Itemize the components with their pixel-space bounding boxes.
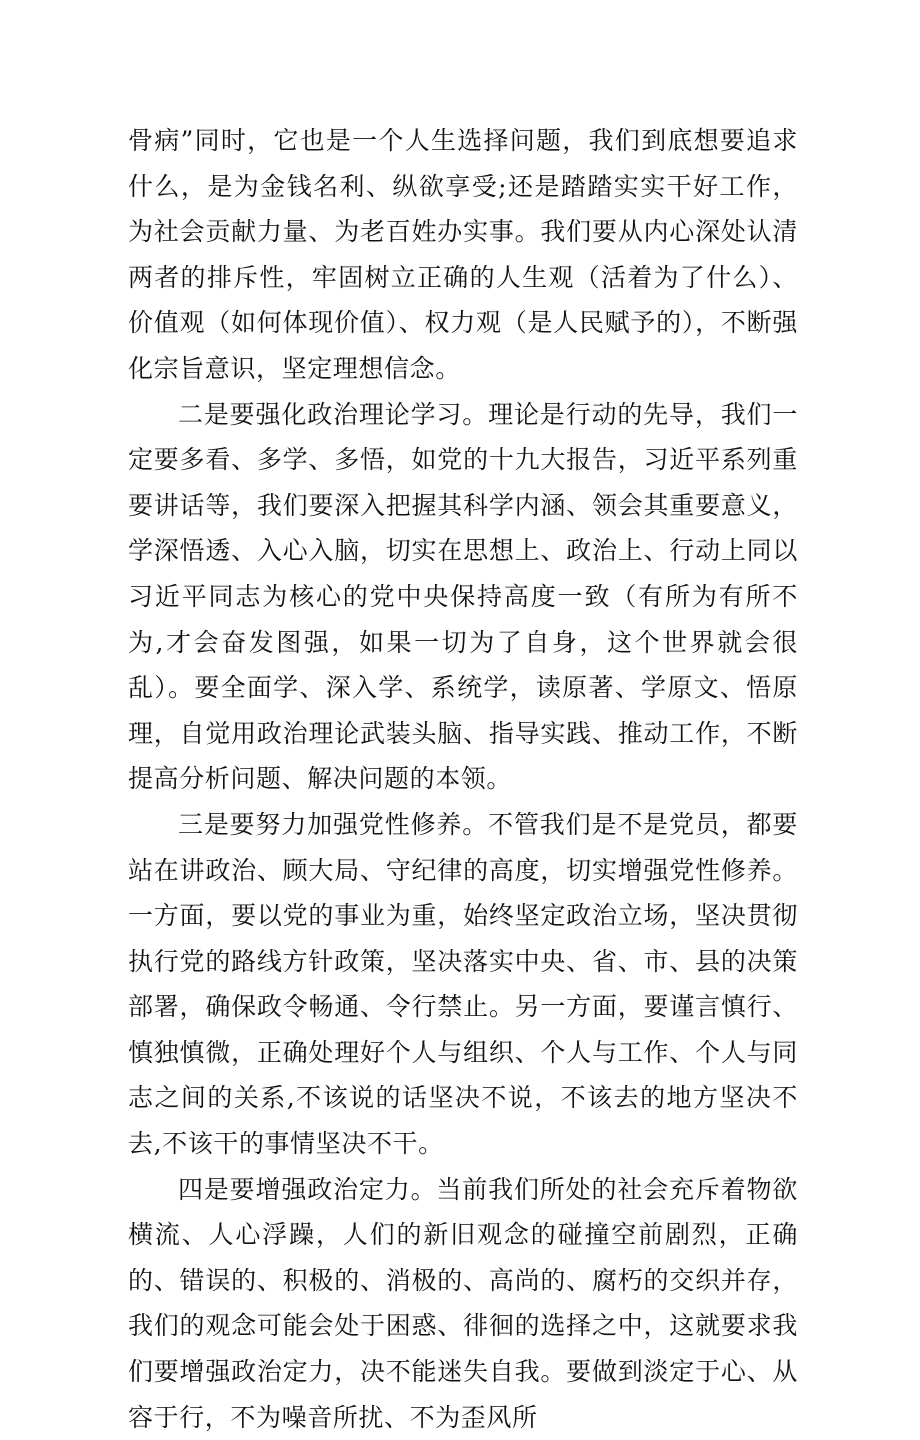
body-text <box>128 118 798 1440</box>
paragraph-theory-study: 二是要强化政治理论学习。理论是行动的先导，我们一定要多看、多学、多悟，如党的十九大报告，习近平系列重要讲话等，我们要深入把握其科学内涵、领会其重要意义，学深悟透、入心入脑，切实在思想上、政治上、行动上同以习近平同志为核心的党中央保持高度一致（有所为有所不为,才会奋发图强，如果一切为了自身，这个世界就会很乱）。要全面学、深入学、系统学，读原著、学原文、悟原理，自觉用政治理论武装头脑、指导实践、推动工作，不断提高分析问题、解决问题的本领。 <box>128 399 798 794</box>
paragraph-continuation: 骨病”同时，它也是一个人生选择问题，我们到底想要追求什么，是为金钱名利、纵欲享受;还是踏踏实实干好工作，为社会贡献力量、为老百姓办实事。我们要从内心深处认清两者的排斥性，牢固树立正确的人生观（活着为了什么）、价值观（如何体现价值）、权力观（是人民赋予的），不断强化宗旨意识，坚定理想信念。 <box>128 126 798 383</box>
paragraph-political-resolve: 四是要增强政治定力。当前我们所处的社会充斥着物欲横流、人心浮躁，人们的新旧观念的碰撞空前剧烈，正确的、错误的、积极的、消极的、高尚的、腐朽的交织并存，我们的观念可能会处于困惑、徘徊的选择之中，这就要求我们要增强政治定力，决不能迷失自我。要做到淡定于心、从容于行，不为噪音所扰、不为歪风所 <box>128 1174 798 1432</box>
paragraph-party-spirit: 三是要努力加强党性修养。不管我们是不是党员，都要站在讲政治、顾大局、守纪律的高度，切实增强党性修养。一方面，要以党的事业为重，始终坚定政治立场，坚决贯彻执行党的路线方针政策，坚决落实中央、省、市、县的决策部署，确保政令畅通、令行禁止。另一方面，要谨言慎行、慎独慎微，正确处理好个人与组织、个人与工作、个人与同志之间的关系,不该说的话坚决不说，不该去的地方坚决不去,不该干的事情坚决不干。 <box>128 809 798 1159</box>
